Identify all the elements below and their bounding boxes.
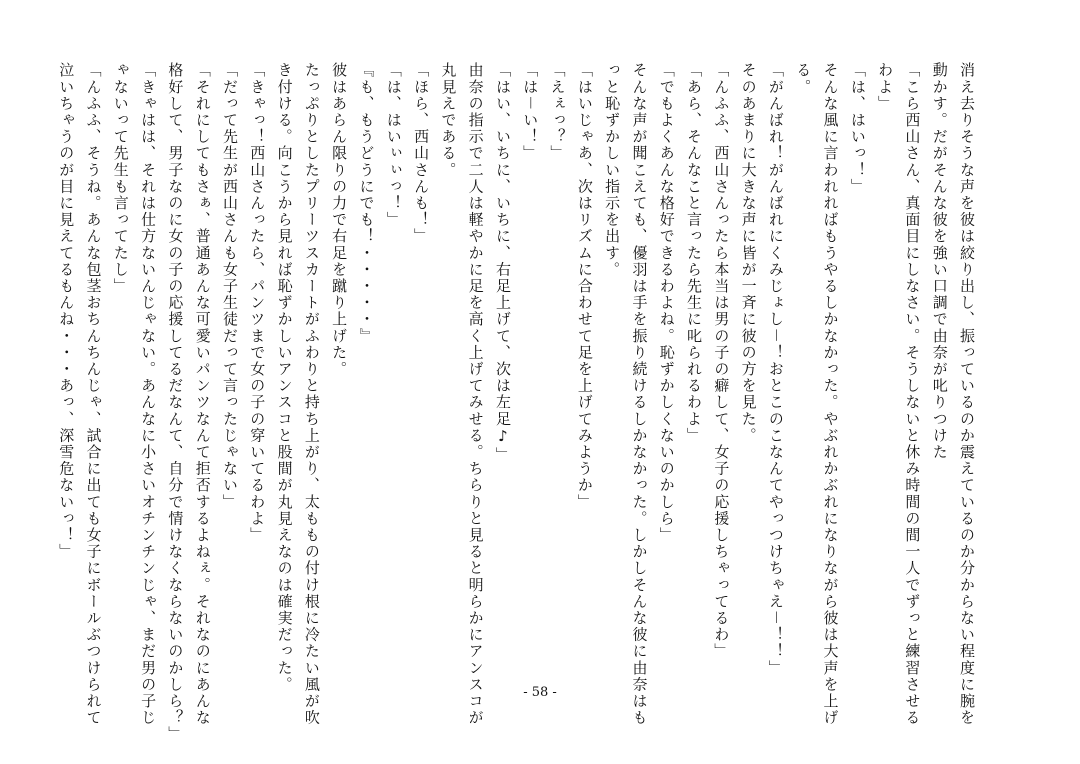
text-line: 「は、はいっ！」 <box>848 62 867 195</box>
text-line: たっぷりとしたプリーツスカートがふわりと持ち上がり、太ももの付け根に冷たい風が吹 <box>302 62 321 726</box>
text-line: 動かす。だがそんな彼を強い口調で由奈が叱りつけた <box>930 62 949 461</box>
text-line: そんな声が聞こえても、優羽は手を振り続けるしかなかった。しかしそんな彼に由奈はも <box>630 62 649 726</box>
text-line: 泣いちゃうのが目に見えてるもんね・・・あっ、深雪危ないっ！」 <box>57 62 76 560</box>
text-line: 「あら、そんなこと言ったら先生に叱られるわよ」 <box>685 62 704 444</box>
text-line: っと恥ずかしい指示を出す。 <box>603 62 622 278</box>
text-line: 「ほら、西山さんも！」 <box>412 62 431 245</box>
text-line: そんな風に言われればもうやるしかなかった。やぶれかぶれになりながら彼は大声を上げ <box>821 62 840 726</box>
text-line: 格好して、男子なのに女の子の応援してるだなんて、自分で情けなくならないのかしら？」 <box>166 62 185 743</box>
text-line: 「こら西山さん、真面目にしなさい。そうしないと休み時間の間一人でずっと練習させる <box>903 62 922 726</box>
text-line: 「はいじゃあ、次はリズムに合わせて足を上げてみようか」 <box>575 62 594 511</box>
text-line: そのあまりに大きな声に皆が一斉に彼の方を見た。 <box>739 62 758 444</box>
text-line: 「でもよくあんな格好できるわよね。恥ずかしくないのかしら」 <box>657 62 676 544</box>
text-line: 「んふふ、そうね。あんな包茎おちんちんじゃ、試合に出ても女子にボールぶつけられて <box>84 62 103 726</box>
text-line: 消え去りそうな声を彼は絞り出し、振っているのか震えているのか分からない程度に腕を <box>958 62 976 726</box>
text-line: ゃないって先生も言ってたし」 <box>111 62 130 295</box>
text-line: 「んふふ、西山さんったら本当は男の子の癖して、女子の応援しちゃってるわ」 <box>712 62 731 660</box>
text-line: る。 <box>794 62 813 96</box>
text-line: 丸見えである。 <box>439 62 458 179</box>
text-line: 彼はあらん限りの力で右足を蹴り上げた。 <box>330 62 349 378</box>
text-line: 「は、はいぃぃっ！」 <box>384 62 403 228</box>
text-line: 「きゃっ！西山さんったら、パンツまで女の子の穿いてるわよ」 <box>248 62 267 544</box>
page-number: - 58 - <box>523 685 557 700</box>
text-line: 「は－い！」 <box>521 62 540 162</box>
text-line: 由奈の指示で二人は軽やかに足を高く上げてみせる。ちらりと見ると明らかにアンスコが <box>466 62 485 726</box>
text-line: わよ」 <box>876 62 895 112</box>
text-line: 「がんばれ！がんばれにくみじょし－！おとこのこなんてやっつけちゃえ－！！」 <box>766 62 785 677</box>
text-line: 「きゃはは、それは仕方ないんじゃない。あんなに小さいオチンチンじゃ、まだ男の子じ <box>139 62 158 726</box>
text-line: 「だって先生が西山さんも女子生徒だって言ったじゃない」 <box>220 62 239 511</box>
text-line: き付ける。向こうから見れば恥ずかしいアンスコと股間が丸見えなのは確実だった。 <box>275 62 294 693</box>
text-line: 『も、もうどうにでも！・・・・・』 <box>357 62 376 345</box>
text-line: 「えぇっ？」 <box>548 62 567 162</box>
text-line: 「はい、いちに、いちに、右足上げて、次は左足♪」 <box>493 62 512 464</box>
text-line: 「それにしてもさぁ、普通あんな可愛いパンツなんて拒否するよねぇ。それなのにあんな <box>193 62 212 726</box>
